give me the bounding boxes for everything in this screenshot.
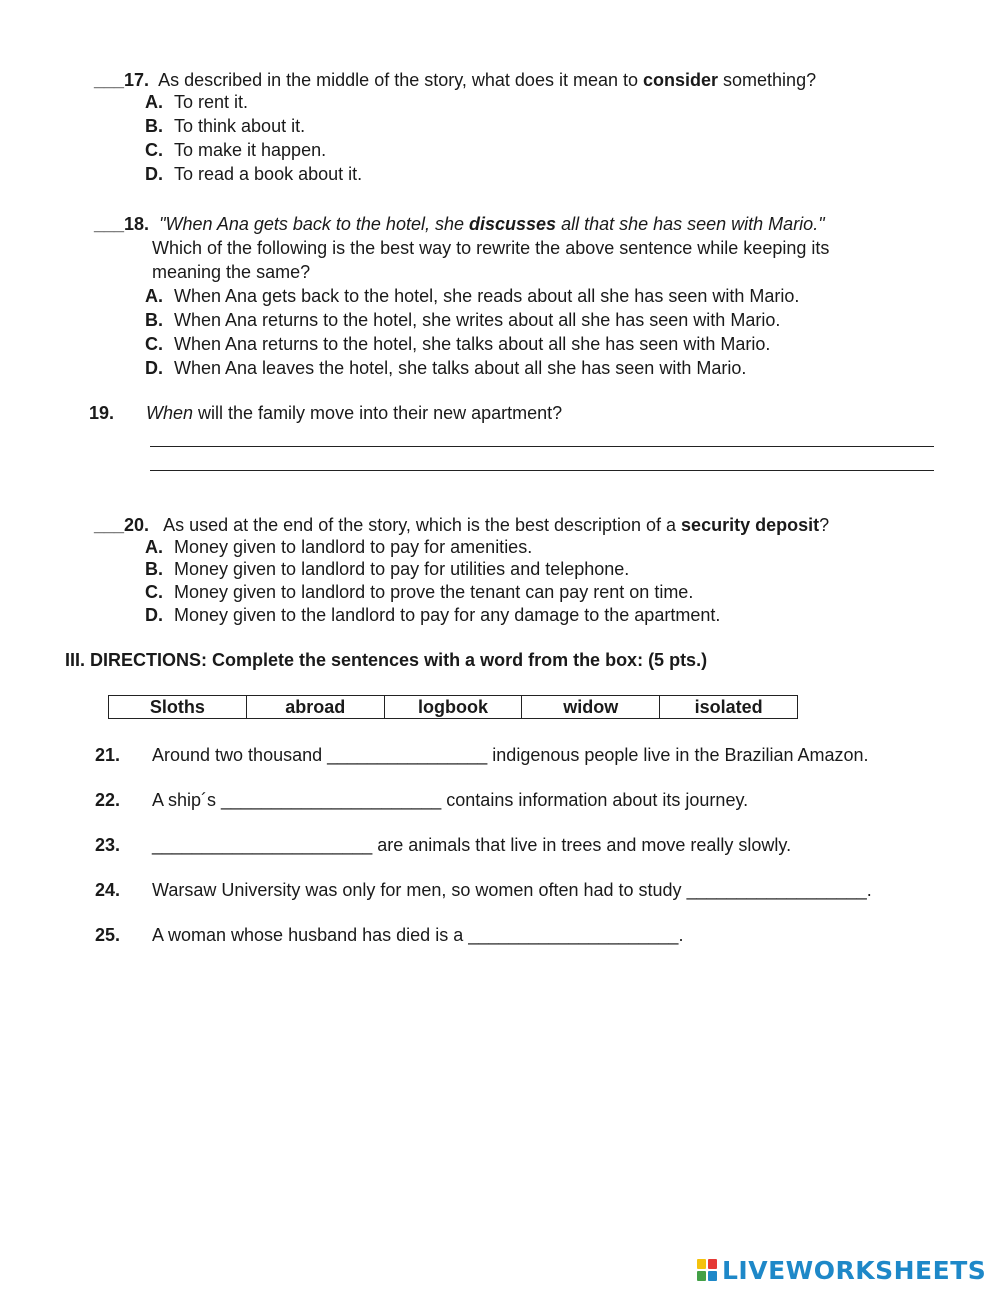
fill-in-sentence: A ship´s ______________________ contains information about its journey.	[152, 790, 749, 810]
question-20-option: B. Money given to landlord to pay for utilities and telephone.	[145, 559, 630, 579]
question-number: 23.	[95, 835, 121, 855]
question-20-option: D. Money given to the landlord to pay for any damage to the apartment.	[145, 605, 721, 625]
liveworksheets-logo	[697, 1257, 986, 1285]
question-18-prompt: meaning the same?	[152, 262, 311, 282]
question-20-option: C. Money given to landlord to prove the tenant can pay rent on time.	[145, 582, 694, 602]
word-box	[108, 695, 798, 719]
fill-in-sentence: ______________________ are animals that live in trees and move really slowly.	[152, 835, 792, 855]
question-18-prompt: Which of the following is the best way to rewrite the above sentence while keeping its	[152, 238, 830, 258]
word-box-cell: Sloths	[109, 696, 247, 719]
fill-in-sentence: Around two thousand ________________ indigenous people live in the Brazilian Amazon.	[152, 745, 869, 765]
fill-in-blank[interactable]: _____________________	[468, 925, 679, 945]
question-number: ___17.	[94, 70, 150, 90]
question-17-option: D. To read a book about it.	[145, 164, 363, 184]
question-number: 24.	[95, 880, 121, 900]
fill-in-blank[interactable]: ________________	[327, 745, 488, 765]
question-20-stem: ___20. As used at the end of the story, which is the best description of a security deposit?	[94, 515, 830, 535]
question-17-stem: ___17. As described in the middle of the story, what does it mean to consider something?	[94, 70, 817, 90]
question-17-option: B. To think about it.	[145, 116, 306, 136]
question-18-option: D. When Ana leaves the hotel, she talks about all she has seen with Mario.	[145, 358, 747, 378]
question-number: ___18.	[94, 214, 150, 234]
fill-in-blank[interactable]: ______________________	[152, 835, 373, 855]
question-number: 19.	[89, 403, 115, 423]
question-18-option: C. When Ana returns to the hotel, she talks about all she has seen with Mario.	[145, 334, 771, 354]
question-18-option: A. When Ana gets back to the hotel, she reads about all she has seen with Mario.	[145, 286, 800, 306]
fill-in-sentence: A woman whose husband has died is a _____________________.	[152, 925, 684, 945]
logo-blocks-icon	[697, 1259, 719, 1283]
question-17-option: C. To make it happen.	[145, 140, 327, 160]
logo-text: LIVEWORKSHEETS	[722, 1256, 987, 1285]
question-19-stem: When will the family move into their new apartment?	[146, 403, 563, 423]
word-box-cell: abroad	[246, 696, 384, 719]
question-18-option: B. When Ana returns to the hotel, she writes about all she has seen with Mario.	[145, 310, 781, 330]
question-number: 21.	[95, 745, 121, 765]
word-box-cell: widow	[522, 696, 660, 719]
question-18-quote: ___18. "When Ana gets back to the hotel, she discusses all that she has seen with Mario."	[94, 214, 825, 234]
word-box-cell: logbook	[384, 696, 522, 719]
question-number: 22.	[95, 790, 121, 810]
question-number: 25.	[95, 925, 121, 945]
answer-line[interactable]	[150, 470, 934, 471]
question-number: ___20.	[94, 515, 150, 535]
fill-in-sentence: Warsaw University was only for men, so women often had to study __________________.	[152, 880, 872, 900]
question-17-option: A. To rent it.	[145, 92, 249, 112]
word-box-cell: isolated	[660, 696, 798, 719]
answer-line[interactable]	[150, 446, 934, 447]
question-20-option: A. Money given to landlord to pay for amenities.	[145, 537, 533, 557]
fill-in-blank[interactable]: ______________________	[221, 790, 442, 810]
fill-in-blank[interactable]: __________________	[686, 880, 867, 900]
section-heading: III. DIRECTIONS: Complete the sentences with a word from the box: (5 pts.)	[65, 650, 708, 670]
